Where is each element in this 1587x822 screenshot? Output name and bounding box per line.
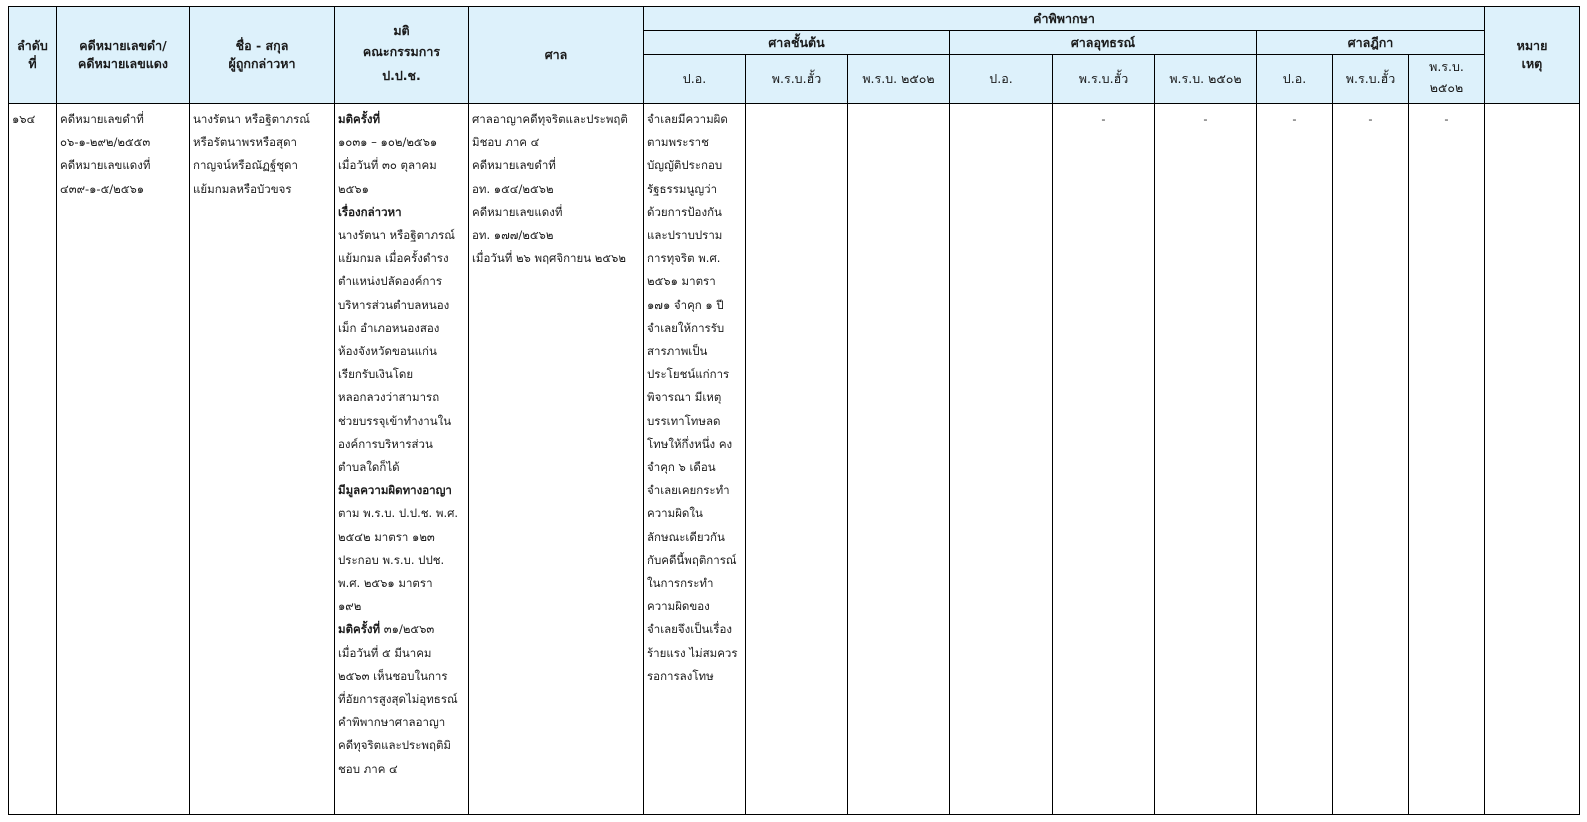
resolution-line-label: มติครั้งที่ — [338, 622, 381, 637]
resolution-line: มีมูลความผิดทางอาญา — [338, 483, 452, 498]
resolution-line: คำพิพากษาศาลอาญา — [338, 715, 446, 730]
resolution-line — [338, 618, 465, 641]
judgment-line: ประโยชน์แก่การ — [647, 367, 730, 382]
cell-supreme-po: - — [1257, 104, 1333, 815]
judgment-line: ๑๗๑ จำคุก ๑ ปี — [647, 297, 724, 312]
table-row — [9, 104, 1580, 815]
resolution-line: ๒๕๔๒ มาตรา ๑๒๓ — [338, 529, 435, 544]
case-number-line: ๔๓๙-๑-๕/๒๕๖๑ — [60, 181, 145, 196]
cell-first-prb2502 — [848, 104, 950, 815]
subheader-supreme-prb: พ.ร.บ.ฮั้ว — [1333, 55, 1409, 104]
case-number-line: คดีหมายเลขดำที่ — [60, 112, 144, 126]
judgment-line: จำเลยให้การรับ — [647, 320, 725, 335]
header-group-supreme: ศาลฎีกา — [1257, 31, 1485, 55]
cell-nacc-resolution — [335, 104, 469, 815]
accused-name-line: แย้มกมลหรือบัวขจร — [193, 181, 292, 196]
subheader-appeal-po: ป.อ. — [950, 55, 1053, 104]
judgment-line: ร้ายแรง ไม่สมควร — [647, 645, 738, 660]
resolution-line: นางรัตนา หรือฐิตาภรณ์ — [338, 228, 455, 243]
resolution-line: แย้มกมล เมื่อครั้งดำรง — [338, 251, 449, 266]
court-line: ศาลอาญาคดีทุจริตและประพฤติ — [472, 112, 628, 126]
resolution-line: ชอบ ภาค ๔ — [338, 761, 398, 776]
header-case-number: คดีหมายเลขดำ/ คดีหมายเลขแดง — [57, 7, 190, 104]
subheader-supreme-prb2502: พ.ร.บ. ๒๕๐๒ — [1409, 55, 1485, 104]
judgment-line: ความผิดของ — [647, 599, 710, 614]
resolution-line: องค์การบริหารส่วน — [338, 436, 433, 451]
resolution-line: มติครั้งที่ — [338, 112, 381, 126]
header-group-first-instance: ศาลชั้นต้น — [644, 31, 950, 55]
cell-appeal-po — [950, 104, 1053, 815]
cell-accused-name — [190, 104, 335, 815]
resolution-line: คดีทุจริตและประพฤติมิ — [338, 738, 452, 753]
judgment-line: การทุจริต พ.ศ. — [647, 251, 721, 266]
cell-supreme-prb: - — [1333, 104, 1409, 815]
resolution-line: เมื่อวันที่ ๕ มีนาคม — [338, 645, 432, 660]
resolution-line-value: ๓๑/๒๕๖๓ — [380, 622, 435, 637]
cell-first-po-judgment — [644, 104, 746, 815]
case-number-line: ๐๖-๑-๒๙๒/๒๕๕๓ — [60, 135, 151, 150]
resolution-line: ประกอบ พ.ร.บ. ปปช. — [338, 552, 445, 567]
subheader-first-prb2502: พ.ร.บ. ๒๕๐๒ — [848, 55, 950, 104]
resolution-line: เรียกรับเงินโดย — [338, 367, 414, 382]
judgment-line: โทษให้กึ่งหนึ่ง คง — [647, 436, 733, 451]
header-court: ศาล — [469, 7, 644, 104]
subheader-supreme-po: ป.อ. — [1257, 55, 1333, 104]
resolution-line: ๒๕๖๓ เห็นชอบในการ — [338, 668, 448, 683]
resolution-line: ที่อัยการสูงสุดไม่อุทธรณ์ — [338, 692, 458, 707]
cell-remark — [1485, 104, 1580, 815]
judgment-line: ตามพระราช — [647, 135, 709, 150]
cell-supreme-prb2502: - — [1409, 104, 1485, 815]
resolution-line: เมื่อวันที่ ๓๐ ตุลาคม — [338, 158, 437, 173]
judgment-line: จำเลยมีความผิด — [647, 112, 728, 126]
resolution-line: ๒๕๖๑ — [338, 181, 369, 196]
resolution-line: ตาม พ.ร.บ. ป.ป.ช. พ.ศ. — [338, 506, 459, 521]
court-line: คดีหมายเลขแดงที่ — [472, 204, 563, 219]
accused-name-line: นางรัตนา หรือฐิตาภรณ์ — [193, 112, 310, 126]
court-line: มิชอบ ภาค ๔ — [472, 135, 540, 150]
judgment-line: จำเลยจึงเป็นเรื่อง — [647, 622, 732, 637]
accused-name-line: กาญจน์หรือณัฏฐ์ชุดา — [193, 158, 298, 173]
subheader-appeal-prb: พ.ร.บ.ฮั้ว — [1053, 55, 1155, 104]
resolution-line: บริหารส่วนตำบลหนอง — [338, 297, 450, 312]
resolution-line: พ.ศ. ๒๕๖๑ มาตรา — [338, 576, 433, 591]
judgment-line: กับคดีนี้พฤติการณ์ — [647, 552, 737, 567]
judgment-line: จำคุก ๖ เดือน — [647, 460, 716, 475]
subheader-appeal-prb2502: พ.ร.บ. ๒๕๐๒ — [1155, 55, 1257, 104]
subheader-first-po: ป.อ. — [644, 55, 746, 104]
header-seq: ลำดับ ที่ — [9, 7, 57, 104]
resolution-line: ช่วยบรรจุเข้าทำงานใน — [338, 413, 452, 428]
case-number-line: คดีหมายเลขแดงที่ — [60, 158, 151, 173]
header-group-appeal: ศาลอุทธรณ์ — [950, 31, 1257, 55]
resolution-line: ๑๐๓๑ – ๑๐๒/๒๕๖๑ — [338, 135, 438, 150]
judgment-line: และปราบปราม — [647, 228, 723, 243]
cell-appeal-prb2502: - — [1155, 104, 1257, 815]
judgment-line: สารภาพเป็น — [647, 344, 708, 359]
resolution-line: ตำแหน่งปลัดองค์การ — [338, 274, 443, 289]
judgment-table — [8, 6, 1580, 815]
judgment-line: ลักษณะเดียวกัน — [647, 529, 725, 544]
accused-name-line: หรือรัตนาพรหรือสุดา — [193, 135, 297, 150]
resolution-line: ตำบลใดก็ได้ — [338, 460, 400, 475]
cell-court — [469, 104, 644, 815]
cell-first-prb — [746, 104, 848, 815]
cell-case-number — [57, 104, 190, 815]
judgment-line: บัญญัติประกอบ — [647, 158, 723, 173]
resolution-line: ห้องจังหวัดขอนแก่น — [338, 344, 437, 359]
resolution-line: เม็ก อำเภอหนองสอง — [338, 320, 440, 335]
cell-seq: ๑๖๔ — [9, 104, 57, 815]
judgment-line: พิจารณา มีเหตุ — [647, 390, 722, 405]
judgment-line: ในการกระทำ — [647, 576, 714, 591]
judgment-line: ความผิดใน — [647, 506, 703, 521]
cell-appeal-prb: - — [1053, 104, 1155, 815]
header-remark: หมาย เหตุ — [1485, 7, 1580, 104]
judgment-line: ด้วยการป้องกัน — [647, 204, 722, 219]
judgment-line: รอการลงโทษ — [647, 668, 714, 683]
court-line: เมื่อวันที่ ๒๖ พฤศจิกายน ๒๕๖๒ — [472, 251, 626, 266]
court-line: คดีหมายเลขดำที่ — [472, 158, 556, 173]
judgment-line: บรรเทาโทษลด — [647, 413, 721, 428]
header-accused-name: ชื่อ - สกุล ผู้ถูกกล่าวหา — [190, 7, 335, 104]
header-nacc-resolution: มติ คณะกรรมการ ป.ป.ช. — [335, 7, 469, 104]
judgment-line: จำเลยเคยกระทำ — [647, 483, 730, 498]
court-line: อท. ๑๕๔/๒๕๖๒ — [472, 181, 554, 196]
resolution-line: หลอกลวงว่าสามารถ — [338, 390, 440, 405]
resolution-line: เรื่องกล่าวหา — [338, 204, 402, 219]
judgment-line: ๒๕๖๑ มาตรา — [647, 274, 716, 289]
court-line: อท. ๑๗๗/๒๕๖๒ — [472, 228, 554, 243]
subheader-first-prb: พ.ร.บ.ฮั้ว — [746, 55, 848, 104]
header-judgment: คำพิพากษา — [644, 7, 1485, 31]
resolution-line: ๑๙๒ — [338, 599, 362, 614]
judgment-line: รัฐธรรมนูญว่า — [647, 181, 718, 196]
